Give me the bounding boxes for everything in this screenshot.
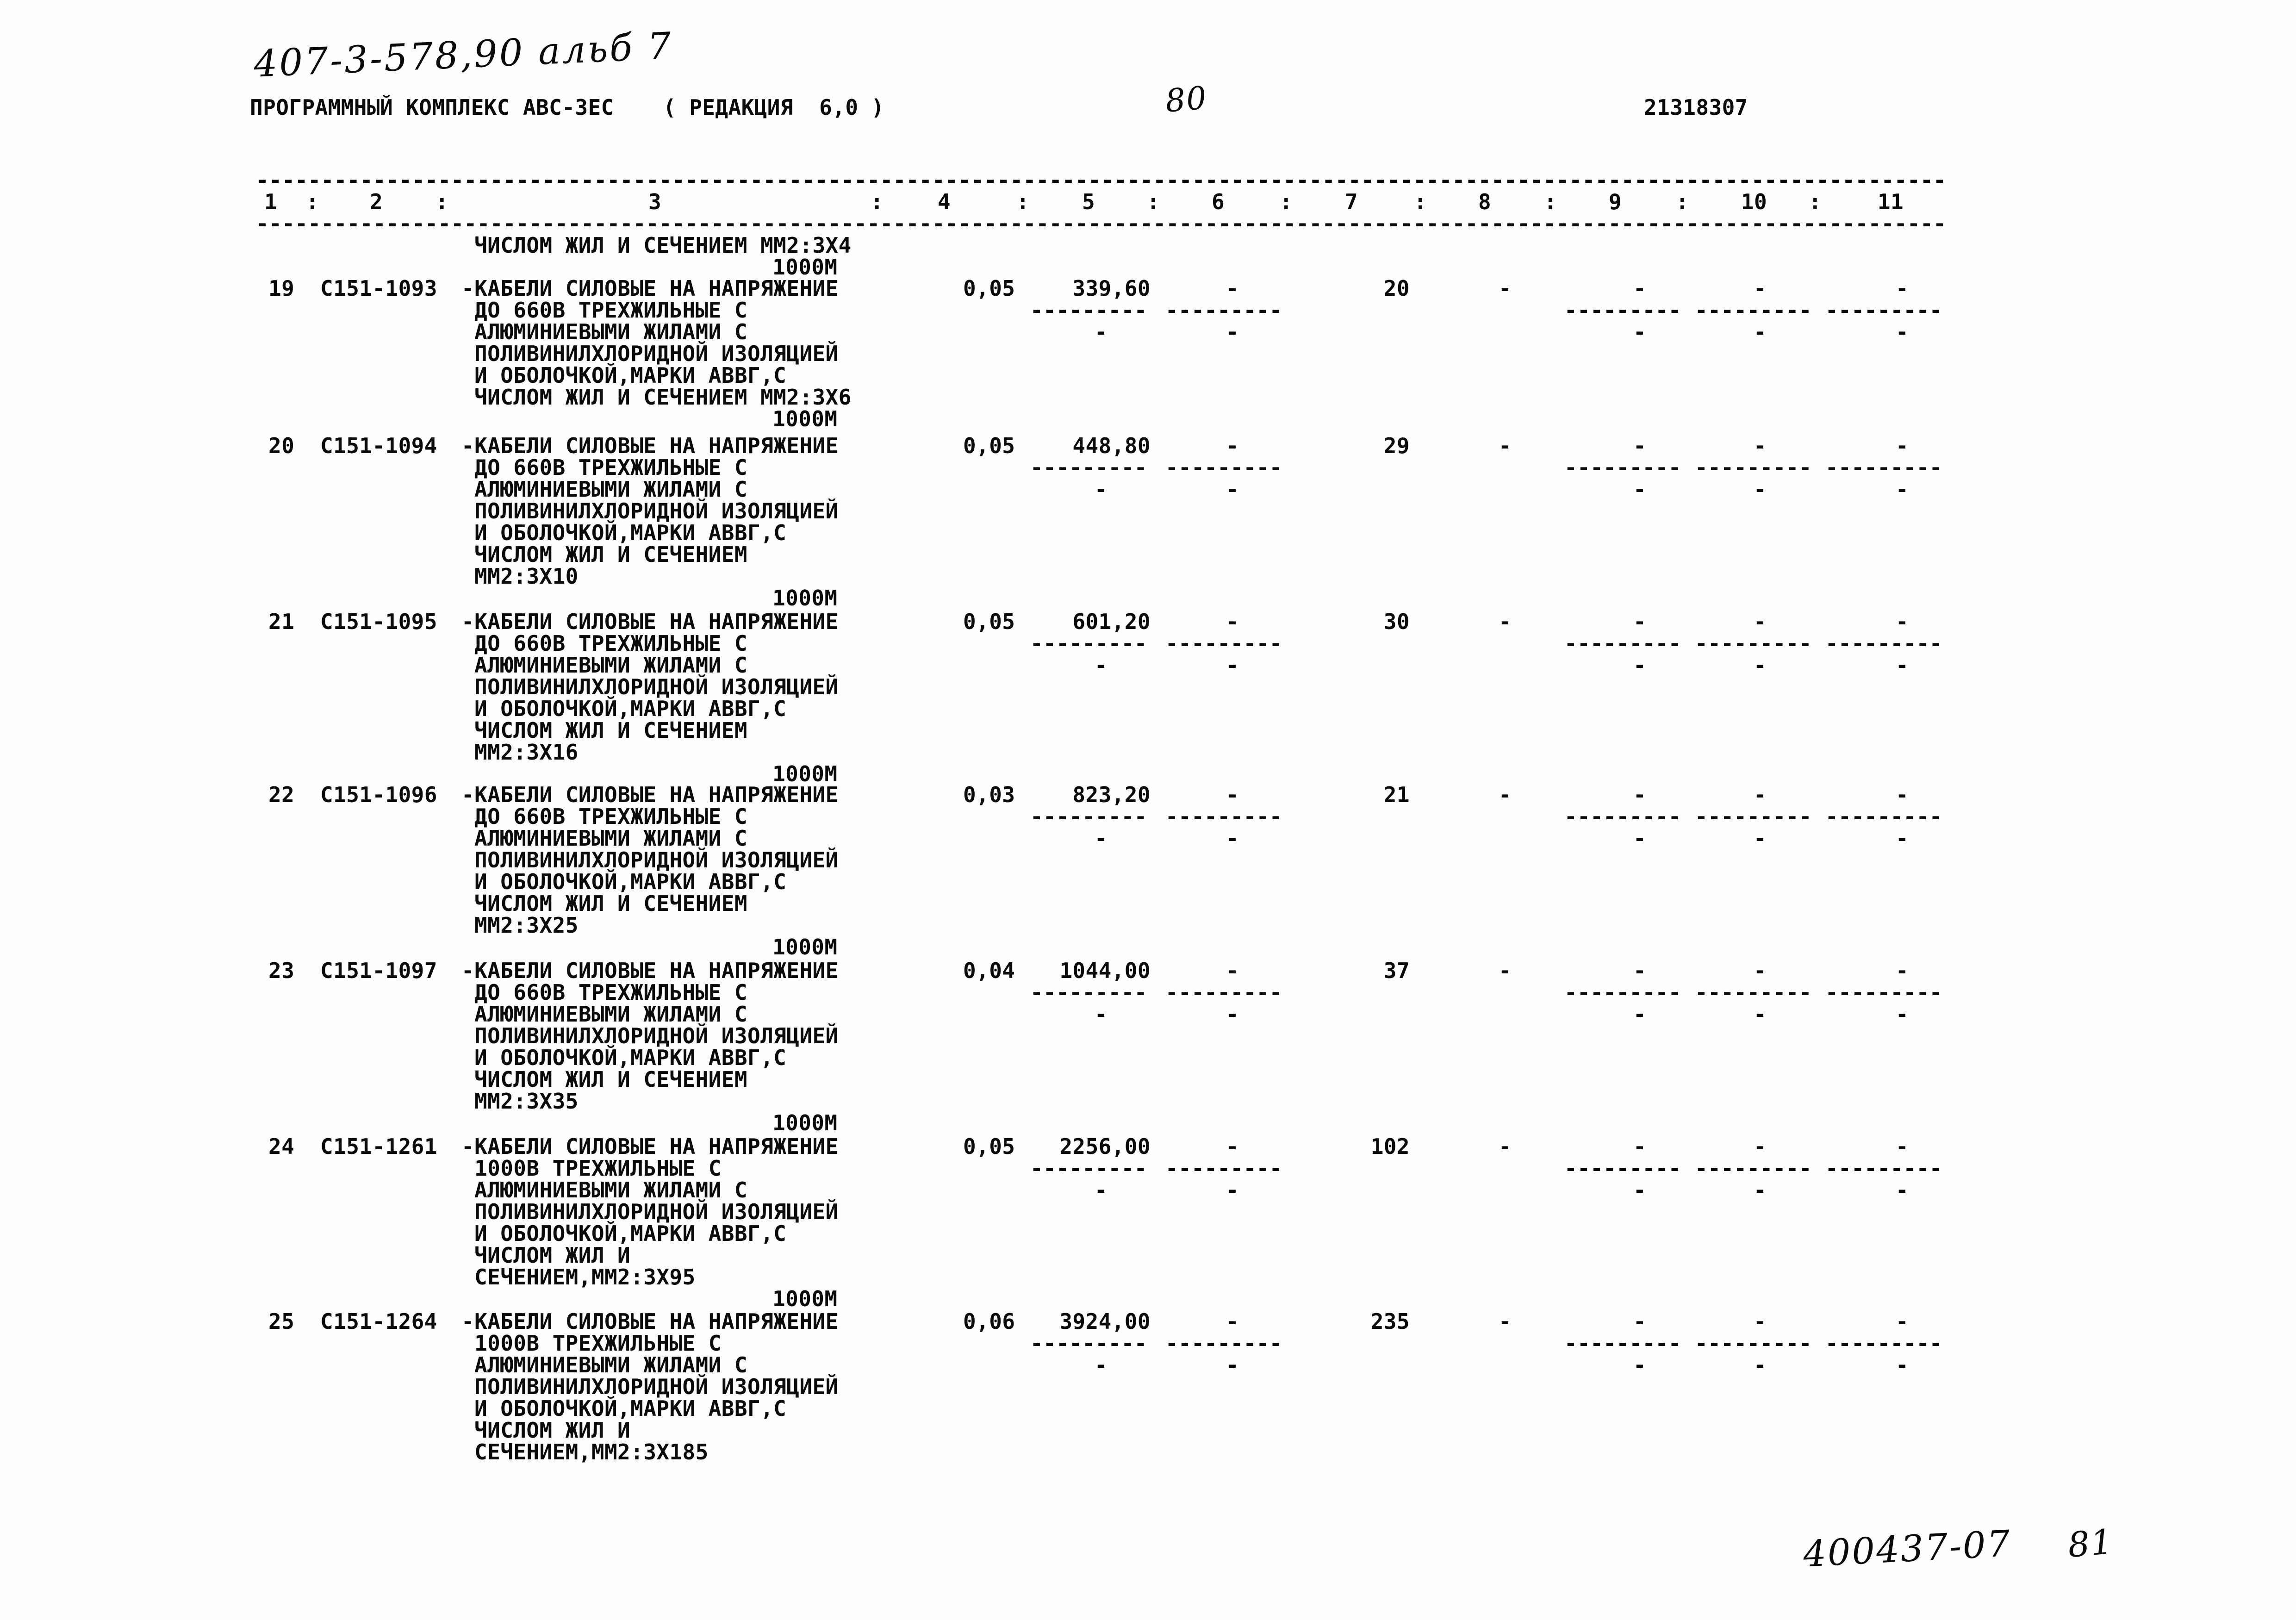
col6-dash: - <box>1226 276 1239 301</box>
col9-dash: - <box>1633 1309 1647 1334</box>
item-description-line: ММ2:3Х10 <box>474 564 579 589</box>
col10-dash: - <box>1753 958 1767 983</box>
page-title: ПРОГРАММНЫЙ КОМПЛЕКС АВС-3ЕС <box>250 95 614 120</box>
sub-dash: - <box>1633 1352 1647 1377</box>
column-separator: : <box>1016 189 1030 214</box>
right-underline: --------- <box>1825 298 1942 323</box>
column-separator: : <box>1146 189 1160 214</box>
quantity-value: 30 <box>1383 609 1410 634</box>
sub-dash: - <box>1753 653 1767 678</box>
item-description-line: ПОЛИВИНИЛХЛОРИДНОЙ ИЗОЛЯЦИЕЙ <box>474 1374 839 1399</box>
col10-dash: - <box>1753 276 1767 301</box>
handwritten-sheet-number: 81 <box>2066 1521 2115 1566</box>
item-description-line: ЧИСЛОМ ЖИЛ И <box>474 1418 631 1443</box>
price-underline: --------- <box>1165 298 1282 323</box>
right-underline: --------- <box>1564 455 1681 480</box>
item-description-line: ПОЛИВИНИЛХЛОРИДНОЙ ИЗОЛЯЦИЕЙ <box>474 1023 839 1048</box>
quantity-value: 29 <box>1383 433 1410 458</box>
item-description-line: ЧИСЛОМ ЖИЛ И СЕЧЕНИЕМ <box>474 718 747 743</box>
column-number: 6 <box>1211 189 1225 214</box>
right-underline: --------- <box>1564 1156 1681 1181</box>
sub-dash: - <box>1226 477 1239 502</box>
item-description-line: -КАБЕЛИ СИЛОВЫЕ НА НАПРЯЖЕНИЕ <box>461 958 839 983</box>
item-description-line: ПОЛИВИНИЛХЛОРИДНОЙ ИЗОЛЯЦИЕЙ <box>474 674 839 699</box>
col6-dash: - <box>1226 958 1239 983</box>
col9-dash: - <box>1633 433 1647 458</box>
col9-dash: - <box>1633 609 1647 634</box>
item-description-line: СЕЧЕНИЕМ,ММ2:3Х95 <box>474 1265 696 1290</box>
item-description-line: ПОЛИВИНИЛХЛОРИДНОЙ ИЗОЛЯЦИЕЙ <box>474 847 839 872</box>
item-code: С151-1093 <box>320 276 437 301</box>
item-description-line: АЛЮМИНИЕВЫМИ ЖИЛАМИ С <box>474 653 747 678</box>
item-description-line: И ОБОЛОЧКОЙ,МАРКИ АВВГ,С <box>474 363 787 388</box>
item-description-line: АЛЮМИНИЕВЫМИ ЖИЛАМИ С <box>474 1178 747 1203</box>
column-number: 5 <box>1082 189 1095 214</box>
sub-dash: - <box>1633 1002 1647 1027</box>
item-description-line: АЛЮМИНИЕВЫМИ ЖИЛАМИ С <box>474 319 747 344</box>
column-separator: : <box>1675 189 1689 214</box>
price-value: 823,20 <box>1072 782 1151 807</box>
sub-dash: - <box>1226 1178 1239 1203</box>
coefficient-value: 0,05 <box>963 1134 1015 1159</box>
coefficient-value: 0,06 <box>963 1309 1015 1334</box>
sub-dash: - <box>1094 653 1108 678</box>
col6-dash: - <box>1226 433 1239 458</box>
sub-dash: - <box>1753 319 1767 344</box>
sub-dash: - <box>1633 653 1647 678</box>
right-underline: --------- <box>1564 804 1681 829</box>
unit-label: 1000М <box>772 586 838 611</box>
sub-dash: - <box>1753 1352 1767 1377</box>
sub-dash: - <box>1895 1352 1909 1377</box>
price-underline: --------- <box>1030 1156 1147 1181</box>
sub-dash: - <box>1094 1178 1108 1203</box>
column-separator: : <box>870 189 884 214</box>
col10-dash: - <box>1753 433 1767 458</box>
column-separator: : <box>1808 189 1822 214</box>
column-number: 3 <box>648 189 662 214</box>
price-underline: --------- <box>1030 1331 1147 1356</box>
sub-dash: - <box>1094 1002 1108 1027</box>
item-description-line: СЕЧЕНИЕМ,ММ2:3Х185 <box>474 1439 709 1464</box>
row-number: 20 <box>268 433 295 458</box>
price-underline: --------- <box>1030 804 1147 829</box>
item-description-line: ММ2:3Х35 <box>474 1089 579 1114</box>
col11-dash: - <box>1895 958 1909 983</box>
col6-dash: - <box>1226 782 1239 807</box>
item-description-line: -КАБЕЛИ СИЛОВЫЕ НА НАПРЯЖЕНИЕ <box>461 433 839 458</box>
price-underline: --------- <box>1165 804 1282 829</box>
price-underline: --------- <box>1030 455 1147 480</box>
item-code: С151-1094 <box>320 433 437 458</box>
sub-dash: - <box>1895 826 1909 851</box>
right-underline: --------- <box>1564 980 1681 1005</box>
column-number: 8 <box>1478 189 1492 214</box>
col8-dash: - <box>1498 782 1512 807</box>
unit-label: 1000М <box>772 761 838 786</box>
item-description-line: ДО 660В ТРЕХЖИЛЬНЫЕ С <box>474 631 747 656</box>
quantity-value: 235 <box>1370 1309 1410 1334</box>
col8-dash: - <box>1498 276 1512 301</box>
column-number: 11 <box>1877 189 1904 214</box>
table-rule-top: ---------------------------------------------------------------------------------------------------------------------------------- <box>256 168 1947 193</box>
sub-dash: - <box>1226 1352 1239 1377</box>
sub-dash: - <box>1633 319 1647 344</box>
carryover-unit: 1000М <box>772 255 838 280</box>
column-number: 1 <box>264 189 278 214</box>
col11-dash: - <box>1895 1134 1909 1159</box>
col8-dash: - <box>1498 1309 1512 1334</box>
item-description-line: ДО 660В ТРЕХЖИЛЬНЫЕ С <box>474 804 747 829</box>
sub-dash: - <box>1633 1178 1647 1203</box>
item-description-line: ДО 660В ТРЕХЖИЛЬНЫЕ С <box>474 298 747 323</box>
right-underline: --------- <box>1564 298 1681 323</box>
item-description-line: АЛЮМИНИЕВЫМИ ЖИЛАМИ С <box>474 477 747 502</box>
item-description-line: АЛЮМИНИЕВЫМИ ЖИЛАМИ С <box>474 826 747 851</box>
col11-dash: - <box>1895 782 1909 807</box>
item-code: С151-1261 <box>320 1134 437 1159</box>
coefficient-value: 0,04 <box>963 958 1015 983</box>
item-description-line: И ОБОЛОЧКОЙ,МАРКИ АВВГ,С <box>474 869 787 894</box>
price-underline: --------- <box>1165 1156 1282 1181</box>
row-number: 23 <box>268 958 295 983</box>
row-number: 24 <box>268 1134 295 1159</box>
column-separator: : <box>1413 189 1427 214</box>
coefficient-value: 0,03 <box>963 782 1015 807</box>
quantity-value: 37 <box>1383 958 1410 983</box>
item-description-line: ЧИСЛОМ ЖИЛ И <box>474 1243 631 1268</box>
sub-dash: - <box>1226 319 1239 344</box>
price-underline: --------- <box>1030 298 1147 323</box>
sub-dash: - <box>1226 1002 1239 1027</box>
right-underline: --------- <box>1564 1331 1681 1356</box>
item-description-line: И ОБОЛОЧКОЙ,МАРКИ АВВГ,С <box>474 1396 787 1421</box>
sub-dash: - <box>1633 826 1647 851</box>
right-underline: --------- <box>1825 980 1942 1005</box>
item-description-line: -КАБЕЛИ СИЛОВЫЕ НА НАПРЯЖЕНИЕ <box>461 276 839 301</box>
col9-dash: - <box>1633 958 1647 983</box>
machine-page-code: 21318307 <box>1644 95 1748 120</box>
row-number: 19 <box>268 276 295 301</box>
right-underline: --------- <box>1825 1331 1942 1356</box>
row-number: 25 <box>268 1309 295 1334</box>
sub-dash: - <box>1094 477 1108 502</box>
item-description-line: ЧИСЛОМ ЖИЛ И СЕЧЕНИЕМ <box>474 1067 747 1092</box>
sub-dash: - <box>1633 477 1647 502</box>
col8-dash: - <box>1498 1134 1512 1159</box>
col8-dash: - <box>1498 433 1512 458</box>
item-description-line: ЧИСЛОМ ЖИЛ И СЕЧЕНИЕМ <box>474 891 747 916</box>
handwritten-doc-number: 407-3-578,90 альб 7 <box>253 24 674 86</box>
unit-label: 1000М <box>772 935 838 960</box>
sub-dash: - <box>1226 826 1239 851</box>
column-number: 2 <box>369 189 383 214</box>
item-description-line: ПОЛИВИНИЛХЛОРИДНОЙ ИЗОЛЯЦИЕЙ <box>474 1199 839 1224</box>
right-underline: --------- <box>1695 980 1812 1005</box>
item-code: С151-1096 <box>320 782 437 807</box>
item-description-line: ПОЛИВИНИЛХЛОРИДНОЙ ИЗОЛЯЦИЕЙ <box>474 498 839 523</box>
sub-dash: - <box>1753 477 1767 502</box>
col10-dash: - <box>1753 1309 1767 1334</box>
col6-dash: - <box>1226 1309 1239 1334</box>
sub-dash: - <box>1753 826 1767 851</box>
unit-label: 1000М <box>772 1110 838 1135</box>
sub-dash: - <box>1895 1178 1909 1203</box>
item-description-line: И ОБОЛОЧКОЙ,МАРКИ АВВГ,С <box>474 1045 787 1070</box>
sub-dash: - <box>1895 477 1909 502</box>
item-description-line: ЧИСЛОМ ЖИЛ И СЕЧЕНИЕМ <box>474 542 747 567</box>
col9-dash: - <box>1633 276 1647 301</box>
item-description-line: -КАБЕЛИ СИЛОВЫЕ НА НАПРЯЖЕНИЕ <box>461 1309 839 1334</box>
column-number: 9 <box>1608 189 1622 214</box>
price-value: 339,60 <box>1072 276 1151 301</box>
right-underline: --------- <box>1825 455 1942 480</box>
quantity-value: 102 <box>1370 1134 1410 1159</box>
right-underline: --------- <box>1825 1156 1942 1181</box>
coefficient-value: 0,05 <box>963 609 1015 634</box>
item-code: С151-1095 <box>320 609 437 634</box>
item-description-line: ЧИСЛОМ ЖИЛ И СЕЧЕНИЕМ ММ2:3Х6 <box>474 385 852 410</box>
column-number: 7 <box>1344 189 1358 214</box>
item-description-line: И ОБОЛОЧКОЙ,МАРКИ АВВГ,С <box>474 696 787 721</box>
price-underline: --------- <box>1165 455 1282 480</box>
item-description-line: -КАБЕЛИ СИЛОВЫЕ НА НАПРЯЖЕНИЕ <box>461 782 839 807</box>
price-value: 3924,00 <box>1059 1309 1151 1334</box>
col11-dash: - <box>1895 609 1909 634</box>
item-description-line: ДО 660В ТРЕХЖИЛЬНЫЕ С <box>474 980 747 1005</box>
sub-dash: - <box>1753 1178 1767 1203</box>
col8-dash: - <box>1498 609 1512 634</box>
row-number: 22 <box>268 782 295 807</box>
quantity-value: 21 <box>1383 782 1410 807</box>
item-description-line: 1000В ТРЕХЖИЛЬНЫЕ С <box>474 1156 722 1181</box>
unit-label: 1000М <box>772 1286 838 1311</box>
price-value: 1044,00 <box>1059 958 1151 983</box>
item-description-line: ММ2:3Х25 <box>474 913 579 938</box>
handwritten-page-number: 80 <box>1164 80 1209 120</box>
price-underline: --------- <box>1030 631 1147 656</box>
col11-dash: - <box>1895 276 1909 301</box>
right-underline: --------- <box>1825 631 1942 656</box>
item-description-line: АЛЮМИНИЕВЫМИ ЖИЛАМИ С <box>474 1352 747 1377</box>
column-separator: : <box>435 189 449 214</box>
right-underline: --------- <box>1695 455 1812 480</box>
handwritten-bottom-code: 400437-07 <box>1802 1523 2013 1576</box>
right-underline: --------- <box>1695 631 1812 656</box>
item-description-line: ПОЛИВИНИЛХЛОРИДНОЙ ИЗОЛЯЦИЕЙ <box>474 341 839 366</box>
item-description-line: ММ2:3Х16 <box>474 740 579 765</box>
col9-dash: - <box>1633 1134 1647 1159</box>
item-code: С151-1264 <box>320 1309 437 1334</box>
right-underline: --------- <box>1695 1331 1812 1356</box>
item-description-line: И ОБОЛОЧКОЙ,МАРКИ АВВГ,С <box>474 1221 787 1246</box>
col10-dash: - <box>1753 782 1767 807</box>
sub-dash: - <box>1895 319 1909 344</box>
item-description-line: И ОБОЛОЧКОЙ,МАРКИ АВВГ,С <box>474 520 787 545</box>
column-separator: : <box>1543 189 1557 214</box>
col6-dash: - <box>1226 1134 1239 1159</box>
price-underline: --------- <box>1165 1331 1282 1356</box>
item-description-line: ДО 660В ТРЕХЖИЛЬНЫЕ С <box>474 455 747 480</box>
unit-label: 1000М <box>772 406 838 431</box>
coefficient-value: 0,05 <box>963 276 1015 301</box>
sub-dash: - <box>1895 653 1909 678</box>
row-number: 21 <box>268 609 295 634</box>
price-value: 2256,00 <box>1059 1134 1151 1159</box>
item-code: С151-1097 <box>320 958 437 983</box>
right-underline: --------- <box>1564 631 1681 656</box>
edition-label: ( РЕДАКЦИЯ 6,0 ) <box>663 95 884 120</box>
sub-dash: - <box>1094 1352 1108 1377</box>
col9-dash: - <box>1633 782 1647 807</box>
sub-dash: - <box>1094 826 1108 851</box>
price-value: 448,80 <box>1072 433 1151 458</box>
coefficient-value: 0,05 <box>963 433 1015 458</box>
sub-dash: - <box>1094 319 1108 344</box>
column-separator: : <box>305 189 319 214</box>
right-underline: --------- <box>1695 298 1812 323</box>
sub-dash: - <box>1753 1002 1767 1027</box>
table-rule-bottom: ---------------------------------------------------------------------------------------------------------------------------------- <box>256 211 1947 236</box>
column-number: 4 <box>937 189 951 214</box>
col10-dash: - <box>1753 1134 1767 1159</box>
column-number: 10 <box>1741 189 1767 214</box>
item-description-line: -КАБЕЛИ СИЛОВЫЕ НА НАПРЯЖЕНИЕ <box>461 609 839 634</box>
price-value: 601,20 <box>1072 609 1151 634</box>
price-underline: --------- <box>1165 980 1282 1005</box>
price-underline: --------- <box>1165 631 1282 656</box>
right-underline: --------- <box>1825 804 1942 829</box>
item-description-line: -КАБЕЛИ СИЛОВЫЕ НА НАПРЯЖЕНИЕ <box>461 1134 839 1159</box>
right-underline: --------- <box>1695 804 1812 829</box>
price-underline: --------- <box>1030 980 1147 1005</box>
col8-dash: - <box>1498 958 1512 983</box>
carryover-description: ЧИСЛОМ ЖИЛ И СЕЧЕНИЕМ ММ2:3Х4 <box>474 233 852 258</box>
sub-dash: - <box>1226 653 1239 678</box>
right-underline: --------- <box>1695 1156 1812 1181</box>
quantity-value: 20 <box>1383 276 1410 301</box>
col11-dash: - <box>1895 1309 1909 1334</box>
item-description-line: АЛЮМИНИЕВЫМИ ЖИЛАМИ С <box>474 1002 747 1027</box>
col6-dash: - <box>1226 609 1239 634</box>
item-description-line: 1000В ТРЕХЖИЛЬНЫЕ С <box>474 1331 722 1356</box>
col11-dash: - <box>1895 433 1909 458</box>
col10-dash: - <box>1753 609 1767 634</box>
sub-dash: - <box>1895 1002 1909 1027</box>
column-separator: : <box>1279 189 1293 214</box>
